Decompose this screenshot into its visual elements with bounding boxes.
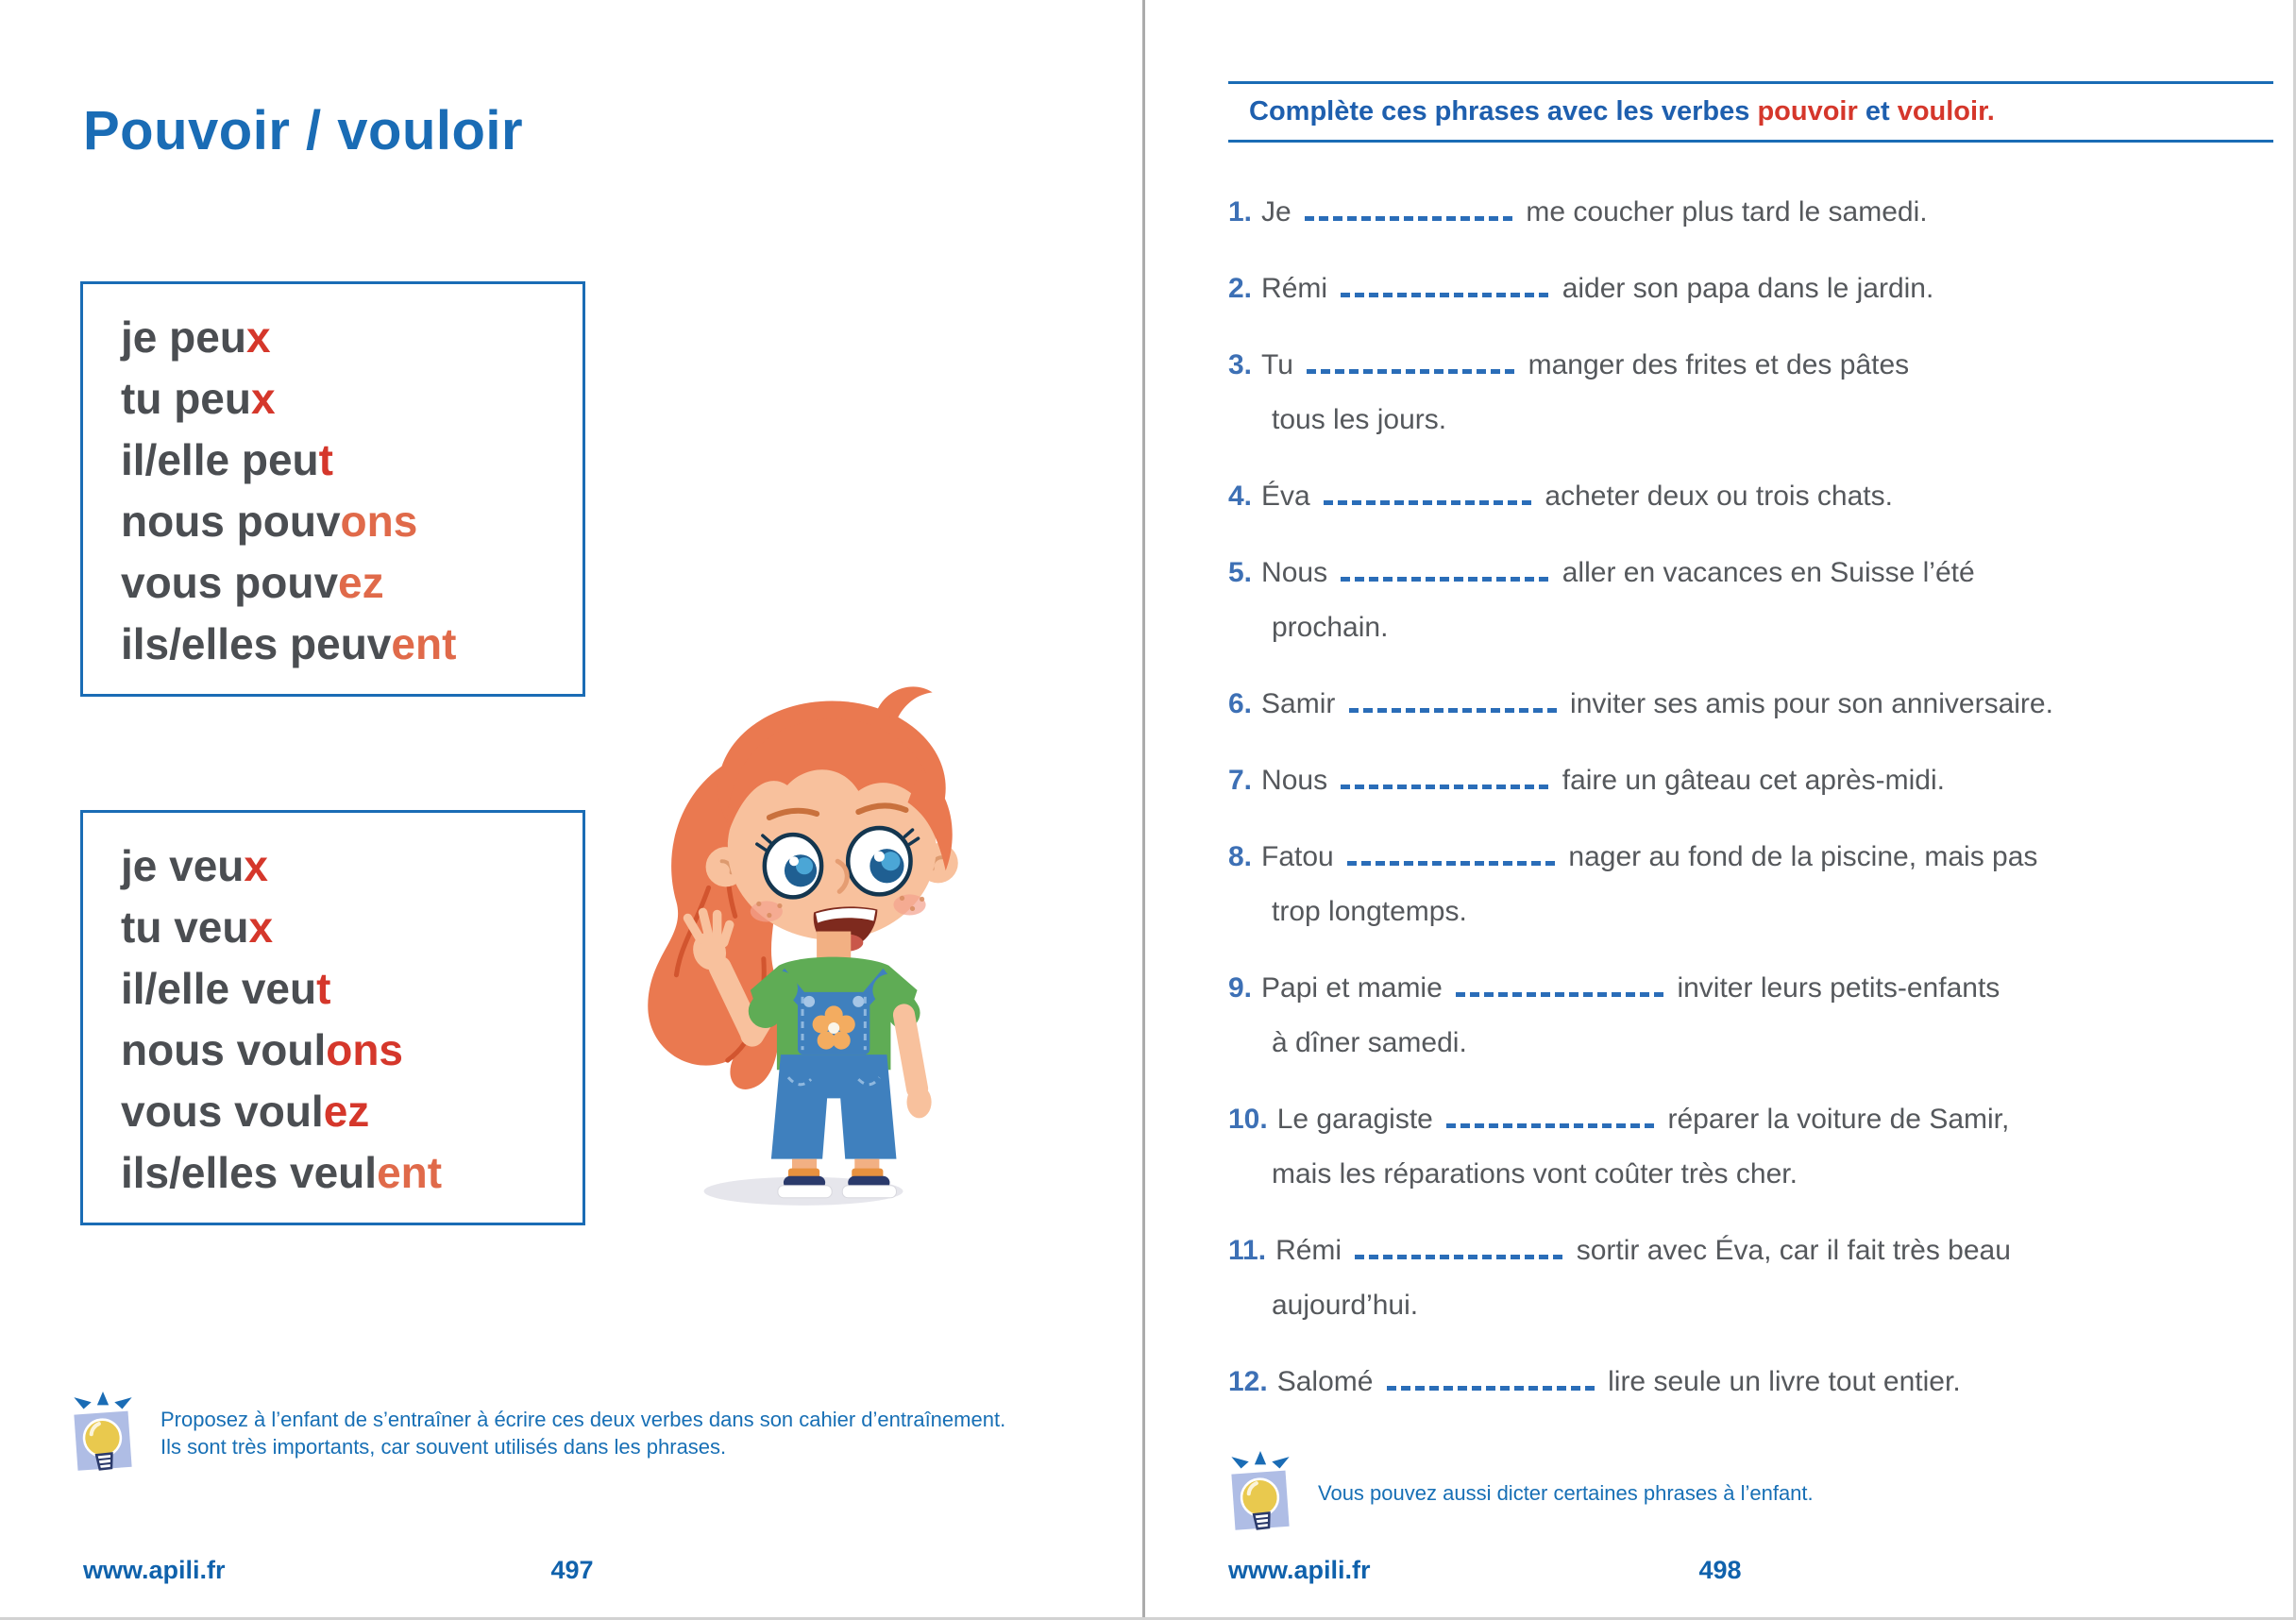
verb-ending: x: [244, 841, 269, 890]
verb-ending: t: [318, 435, 333, 484]
page-left: [0, 0, 1142, 1617]
sentence-end: manger des frites et des pâtes: [1520, 349, 1910, 380]
page-right: [1145, 0, 2296, 1617]
exercise-number: 7.: [1228, 765, 1253, 796]
exercise-number: 4.: [1228, 481, 1253, 512]
tip-text: Vous pouvez aussi dicter certaines phrases à l’enfant.: [1318, 1480, 1814, 1505]
exercise-list: [1228, 185, 2281, 1431]
sentence-start: Samir: [1261, 688, 1343, 719]
exercise-number: 2.: [1228, 273, 1253, 304]
verb-ending: x: [250, 374, 276, 423]
exercise-item: [1228, 1355, 2281, 1409]
verb-ending: ez: [323, 1087, 370, 1136]
sentence-end: faire un gâteau cet après-midi.: [1554, 765, 1945, 796]
page-number: 497: [550, 1556, 594, 1584]
sentence-start: Le garagiste: [1276, 1104, 1442, 1135]
sentence-start: Papi et mamie: [1261, 972, 1451, 1004]
parent-tip-left: [68, 1390, 1106, 1477]
verb-ending: ent: [391, 619, 457, 668]
lightbulb-icon: [1225, 1449, 1295, 1536]
exercise-number: 12.: [1228, 1366, 1268, 1397]
verb-ending: ent: [377, 1148, 443, 1197]
verb-pouvoir: pouvoir: [1757, 96, 1858, 127]
website-url: www.apili.fr: [83, 1556, 226, 1584]
verb-vouloir: vouloir: [1897, 96, 1987, 127]
conjugation-line: tu peux: [121, 374, 276, 423]
page-number: 498: [1698, 1556, 1742, 1584]
exercise-number: 3.: [1228, 349, 1253, 380]
answer-blank[interactable]: [1446, 1105, 1654, 1128]
sentence-continuation: aujourd’hui.: [1272, 1290, 1419, 1321]
exercise-item: [1228, 677, 2281, 732]
sentence-start: Nous: [1261, 557, 1336, 588]
sentence-end: inviter leurs petits-enfants: [1669, 972, 2001, 1004]
conjugation-line: je veux: [121, 841, 269, 890]
conjugation-line: vous voulez: [121, 1087, 370, 1136]
sentence-start: Nous: [1261, 765, 1336, 796]
sentence-end: lire seule un livre tout entier.: [1599, 1366, 1961, 1397]
sentence-end: aider son papa dans le jardin.: [1554, 273, 1934, 304]
page-title: Pouvoir / vouloir: [83, 100, 524, 161]
sentence-end: sortir avec Éva, car il fait très beau: [1568, 1235, 2011, 1266]
exercise-number: 9.: [1228, 972, 1253, 1004]
sentence-continuation: mais les réparations vont coûter très cher.: [1272, 1158, 1798, 1190]
verb-ending: ons: [326, 1025, 404, 1074]
exercise-instruction: Complète ces phrases avec les verbes pouvoir et vouloir.: [1228, 81, 2273, 143]
sentence-end: réparer la voiture de Samir,: [1660, 1104, 2010, 1135]
conjugation-line: tu veux: [121, 903, 274, 952]
sentence-start: Rémi: [1261, 273, 1336, 304]
exercise-item: [1228, 753, 2281, 808]
conjugation-box-pouvoir: [80, 281, 585, 697]
exercise-number: 10.: [1228, 1104, 1268, 1135]
answer-blank[interactable]: [1307, 351, 1514, 374]
sentence-continuation: prochain.: [1272, 612, 1389, 643]
exercise-item: [1228, 546, 2281, 655]
sentence-start: Salomé: [1276, 1366, 1381, 1397]
sentence-continuation: trop longtemps.: [1272, 896, 1467, 927]
verb-ending: x: [248, 903, 274, 952]
sentence-start: Je: [1261, 196, 1300, 228]
conjugation-line: ils/elles veulent: [121, 1148, 443, 1197]
answer-blank[interactable]: [1355, 1237, 1562, 1259]
conjugation-line: il/elle peut: [121, 435, 333, 484]
conjugation-line: nous voulons: [121, 1025, 404, 1074]
conjugation-line: nous pouvons: [121, 497, 418, 546]
answer-blank[interactable]: [1347, 843, 1555, 866]
verb-ending: x: [245, 312, 271, 362]
answer-blank[interactable]: [1456, 974, 1663, 997]
exercise-item: [1228, 469, 2281, 524]
exercise-item: [1228, 1092, 2281, 1202]
answer-blank[interactable]: [1324, 482, 1531, 505]
conjugation-line: je peux: [121, 312, 271, 362]
website-url: www.apili.fr: [1228, 1556, 1371, 1584]
verb-ending: ons: [340, 497, 418, 546]
exercise-item: [1228, 1223, 2281, 1333]
conjugation-line: ils/elles peuvent: [121, 619, 457, 668]
sentence-continuation: à dîner samedi.: [1272, 1027, 1467, 1058]
parent-tip-right: [1225, 1449, 2264, 1536]
exercise-number: 6.: [1228, 688, 1253, 719]
exercise-item: [1228, 185, 2281, 240]
exercise-item: [1228, 262, 2281, 316]
sentence-start: Rémi: [1275, 1235, 1350, 1266]
exercise-number: 8.: [1228, 841, 1253, 872]
answer-blank[interactable]: [1341, 767, 1548, 789]
lightbulb-icon: [68, 1390, 138, 1477]
answer-blank[interactable]: [1341, 275, 1548, 297]
conjugation-line: il/elle veut: [121, 964, 331, 1013]
answer-blank[interactable]: [1305, 198, 1512, 221]
conjugation-box-vouloir: [80, 810, 585, 1225]
exercise-item: [1228, 338, 2281, 447]
sentence-start: Fatou: [1261, 841, 1342, 872]
exercise-number: 1.: [1228, 196, 1253, 228]
exercise-number: 11.: [1228, 1235, 1267, 1266]
sentence-start: Éva: [1261, 481, 1319, 512]
sentence-end: nager au fond de la piscine, mais pas: [1561, 841, 2038, 872]
answer-blank[interactable]: [1349, 690, 1557, 713]
tip-text: Proposez à l’enfant de s’entraîner à écrire ces deux verbes dans son cahier d’entraînement. Ils sont très importants, car souvent utilisés dans les phrases.: [160, 1408, 1006, 1459]
girl-illustration: [583, 631, 1010, 1211]
sentence-start: Tu: [1261, 349, 1302, 380]
exercise-number: 5.: [1228, 557, 1253, 588]
answer-blank[interactable]: [1341, 559, 1548, 582]
sentence-end: inviter ses amis pour son anniversaire.: [1562, 688, 2053, 719]
verb-ending: t: [316, 964, 331, 1013]
sentence-end: aller en vacances en Suisse l’été: [1554, 557, 1975, 588]
conjugation-line: vous pouvez: [121, 558, 384, 607]
verb-ending: ez: [338, 558, 384, 607]
exercise-item: [1228, 830, 2281, 939]
sentence-end: acheter deux ou trois chats.: [1537, 481, 1893, 512]
answer-blank[interactable]: [1387, 1368, 1595, 1391]
sentence-end: me coucher plus tard le samedi.: [1518, 196, 1928, 228]
sentence-continuation: tous les jours.: [1272, 404, 1447, 435]
exercise-item: [1228, 961, 2281, 1071]
